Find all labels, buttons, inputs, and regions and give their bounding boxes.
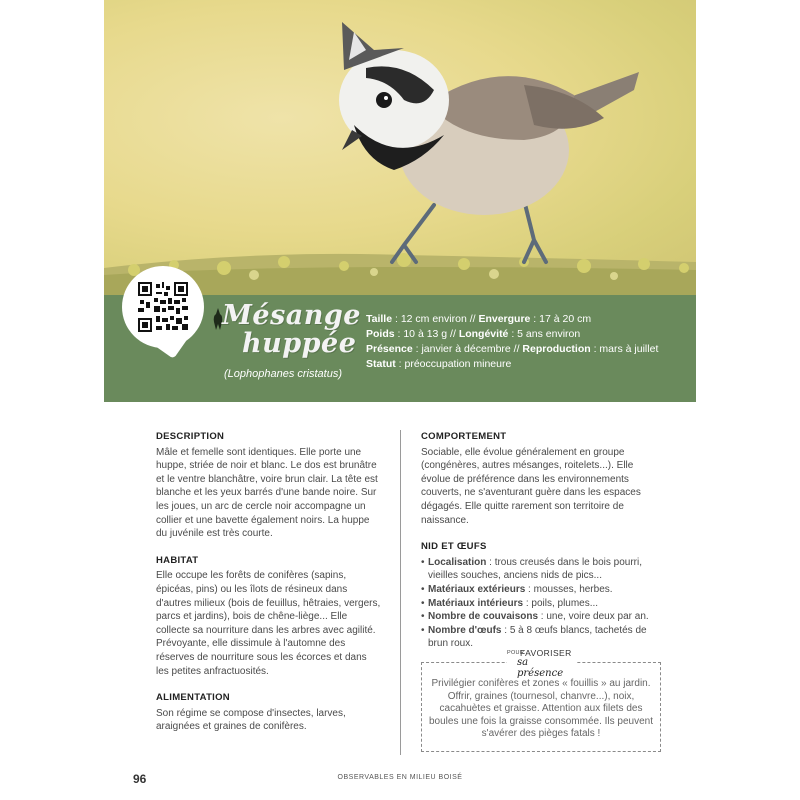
right-column (421, 430, 661, 651)
facts-row-status: Statut : préoccupation mineure (366, 358, 512, 370)
column-divider (400, 430, 401, 755)
favoriser-script: sa présence (517, 657, 564, 679)
description-heading: DESCRIPTION (156, 431, 225, 442)
list-item: • Matériaux intérieurs : poils, plumes... (421, 597, 661, 611)
species-name-line1: Mésange (222, 300, 361, 331)
favoriser-title (507, 648, 577, 679)
nid-heading: NID ET ŒUFS (421, 541, 487, 553)
habitat-heading: HABITAT (156, 554, 199, 566)
list-item: • Nombre de couvaisons : une, voire deux par an. (421, 610, 661, 624)
favoriser-small: POUR (507, 650, 525, 656)
page-footer: OBSERVABLES EN MILIEU BOISÉ (337, 774, 463, 781)
species-facts (366, 312, 658, 372)
nid-list (421, 556, 661, 651)
left-column (156, 430, 382, 747)
species-title (212, 302, 362, 397)
facts-row-presence: Présence : janvier à décembre // Reproduction : mars à juillet (366, 343, 659, 355)
bird-photo (104, 0, 696, 295)
comportement-text: Sociable, elle évolue généralement en groupe (congénères, autres mésanges, roitelets...). Elle évolue de préférence dans les environnements couverts, ne s'aventurant guère dans les espaces dégagés. Elle quitte rarement son territoire de naissance. (421, 446, 641, 526)
facts-row-size: Taille : 12 cm environ // Envergure : 17 à 20 cm (366, 313, 592, 325)
list-item: • Matériaux extérieurs : mousses, herbes. (421, 583, 661, 597)
alimentation-heading: ALIMENTATION (156, 692, 230, 704)
favoriser-text: Privilégier conifères et zones « fouillis » au jardin. Offrir, graines (tournesol, chanvre...), noix, cacahuètes et graisse. Attention aux filets des boules une fois la graisse consommée. Ils peuvent s'avérer des pièges fatals ! (428, 678, 653, 740)
alimentation-text: Son régime se compose d'insectes, larves, araignées et graines de conifères. (156, 707, 346, 733)
favoriser-big: FAVORISER (520, 648, 572, 658)
crested-tit-illustration (104, 0, 696, 295)
species-name-line2: huppée (242, 328, 357, 359)
list-item: • Localisation : trous creusés dans le bois pourri, vieilles souches, anciens nids de pics... (421, 556, 661, 583)
list-item: • Nombre d'œufs : 5 à 8 œufs blancs, tachetés de brun roux. (421, 624, 661, 651)
qr-code-icon (138, 282, 188, 332)
facts-row-weight: Poids : 10 à 13 g // Longévité : 5 ans environ (366, 328, 581, 340)
habitat-text: Elle occupe les forêts de conifères (sapins, épicéas, pins) ou les îlots de résineux dans d'autres milieux (bois de feuillus, hêtraies, vergers, parcs et jardins), bois de chêne-liège... Elle collecte sa nourriture dans les arbres avec agilité. Prévoyante, elle dissimule à l'automne des réserves de nourriture sous les écorces et dans les petites anfractuosités. (156, 570, 381, 677)
qr-code-bubble[interactable] (122, 266, 204, 348)
page-number: 96 (133, 772, 147, 786)
latin-name: (Lophophanes cristatus) (224, 368, 343, 380)
comportement-heading: COMPORTEMENT (421, 431, 507, 442)
description-text: Mâle et femelle sont identiques. Elle porte une huppe, striée de noir et blanc. Le dos est brunâtre et le ventre blanchâtre, voire brun clair. La tête est blanche et les yeux barrés d'une bande noire. Sur les joues, un arc de cercle noir accompagne un collier et une bavette également noirs. La huppe du juvénile est très courte. (156, 446, 378, 540)
